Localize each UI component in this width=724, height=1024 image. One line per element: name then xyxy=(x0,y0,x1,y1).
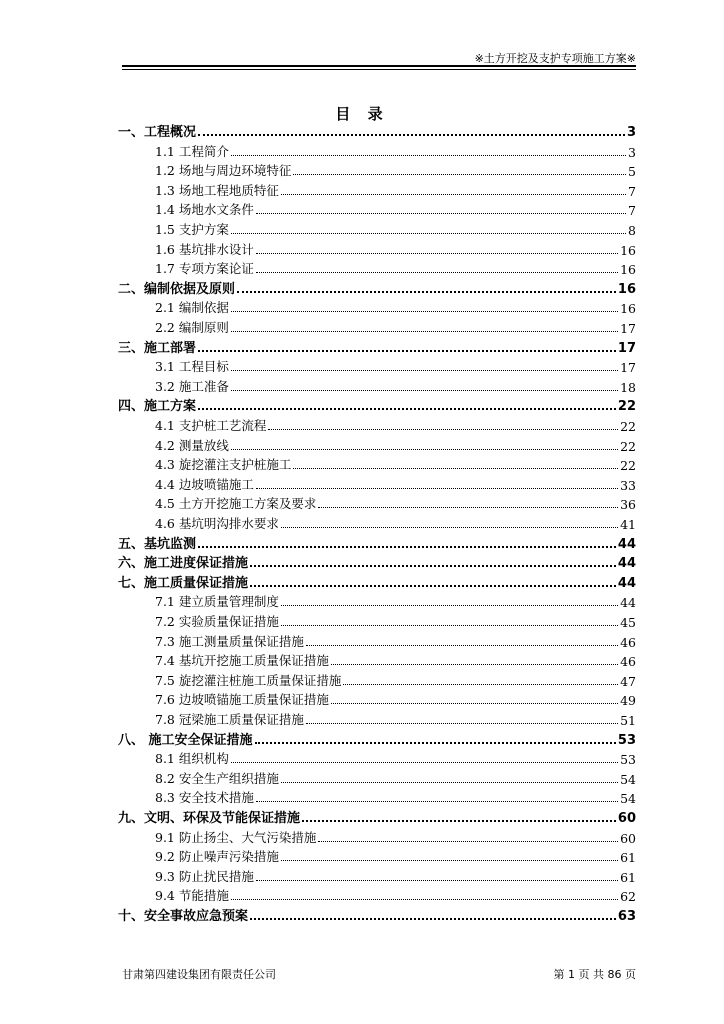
toc-entry-label: 1.1 工程简介 xyxy=(155,143,229,159)
toc-entry-page: 22 xyxy=(620,438,636,454)
toc-section-entry[interactable] xyxy=(155,198,636,218)
toc-entry-page: 3 xyxy=(628,144,636,160)
toc-section-entry[interactable] xyxy=(155,492,636,512)
toc-dot-leader xyxy=(255,742,616,744)
toc-entry-label: 七、施工质量保证措施 xyxy=(118,575,249,591)
toc-section-entry[interactable] xyxy=(155,669,636,689)
toc-section-entry[interactable] xyxy=(155,590,636,610)
toc-dot-leader xyxy=(306,723,618,724)
toc-entry-label: 4.5 土方开挖施工方案及要求 xyxy=(155,496,317,512)
toc-section-entry[interactable] xyxy=(155,649,636,669)
toc-entry-label: 2.1 编制依据 xyxy=(155,300,229,316)
toc-section-entry[interactable] xyxy=(155,434,636,454)
toc-entry-label: 3.2 施工准备 xyxy=(155,378,229,394)
toc-entry-label: 五、基坑监测 xyxy=(118,536,197,552)
toc-entry-page: 16 xyxy=(617,281,636,297)
toc-entry-page: 60 xyxy=(620,830,636,846)
toc-entry-label: 四、施工方案 xyxy=(118,399,197,415)
toc-entry-page: 3 xyxy=(626,125,636,140)
toc-dot-leader xyxy=(281,527,618,528)
toc-dot-leader xyxy=(231,155,626,156)
toc-entry-page: 61 xyxy=(620,850,636,866)
toc-dot-leader xyxy=(231,331,618,332)
toc-section-entry[interactable] xyxy=(155,688,636,708)
toc-dot-leader xyxy=(256,880,618,881)
toc-entry-page: 44 xyxy=(617,536,636,552)
toc-entry-label: 7.8 冠梁施工质量保证措施 xyxy=(155,712,304,727)
toc-section-entry[interactable] xyxy=(155,512,636,532)
toc-entry-label: 一、工程概况 xyxy=(118,125,197,140)
toc-entry-page: 16 xyxy=(620,301,636,317)
toc-dot-leader xyxy=(250,565,616,567)
toc-entry-page: 22 xyxy=(617,399,636,415)
toc-dot-leader xyxy=(198,546,616,548)
toc-dot-leader xyxy=(293,174,626,175)
toc-chapter-entry[interactable] xyxy=(118,904,636,924)
toc-section-entry[interactable] xyxy=(155,296,636,316)
toc-entry-label: 4.3 旋挖灌注支护桩施工 xyxy=(155,457,292,473)
toc-entry-label: 9.3 防止扰民措施 xyxy=(155,868,254,884)
toc-chapter-entry[interactable] xyxy=(118,120,636,140)
toc-entry-label: 8.2 安全生产组织措施 xyxy=(155,770,279,786)
toc-section-entry[interactable] xyxy=(155,884,636,904)
toc-entry-label: 9.1 防止扬尘、大气污染措施 xyxy=(155,829,317,845)
toc-dot-leader xyxy=(318,841,618,842)
toc-entry-label: 1.7 专项方案论证 xyxy=(155,261,254,277)
toc-chapter-entry[interactable] xyxy=(118,571,636,591)
toc-dot-leader xyxy=(231,762,618,763)
toc-entry-page: 46 xyxy=(620,654,636,670)
toc-entry-page: 16 xyxy=(620,242,636,258)
toc-entry-label: 7.2 实验质量保证措施 xyxy=(155,614,279,629)
toc-entry-page: 54 xyxy=(620,791,636,807)
toc-entry-page: 51 xyxy=(620,713,636,728)
header-rule-thin xyxy=(122,69,636,70)
toc-entry-page: 17 xyxy=(620,360,636,376)
toc-dot-leader xyxy=(281,782,618,783)
toc-dot-leader xyxy=(306,645,618,646)
toc-entry-label: 8.3 安全技术措施 xyxy=(155,790,254,806)
toc-entry-page: 44 xyxy=(617,575,636,591)
toc-section-entry[interactable] xyxy=(155,767,636,787)
page-header: ※土方开挖及支护专项施工方案※ xyxy=(474,52,636,65)
toc-dot-leader xyxy=(268,429,618,430)
toc-entry-page: 17 xyxy=(617,340,636,356)
toc-entry-page: 41 xyxy=(620,517,636,532)
toc-entry-label: 九、文明、环保及节能保证措施 xyxy=(118,811,301,826)
toc-dot-leader xyxy=(256,272,618,273)
header-rule-thick xyxy=(122,65,636,67)
toc-chapter-entry[interactable] xyxy=(118,728,636,748)
toc-section-entry[interactable] xyxy=(155,826,636,846)
toc-dot-leader xyxy=(231,370,618,371)
toc-entry-label: 1.5 支护方案 xyxy=(155,222,229,237)
toc-section-entry[interactable] xyxy=(155,610,636,630)
toc-dot-leader xyxy=(198,408,616,410)
toc-section-entry[interactable] xyxy=(155,375,636,395)
toc-entry-label: 4.2 测量放线 xyxy=(155,437,229,453)
toc-entry-label: 4.6 基坑明沟排水要求 xyxy=(155,516,279,531)
toc-entry-label: 3.1 工程目标 xyxy=(155,359,229,375)
toc-section-entry[interactable] xyxy=(155,630,636,650)
toc-entry-page: 46 xyxy=(620,634,636,650)
toc-entry-label: 1.3 场地工程地质特征 xyxy=(155,182,279,198)
toc-dot-leader xyxy=(231,390,618,391)
toc-dot-leader xyxy=(293,468,618,469)
toc-chapter-entry[interactable] xyxy=(118,806,636,826)
toc-dot-leader xyxy=(231,449,618,450)
toc-entry-page: 17 xyxy=(620,321,636,336)
toc-entry-label: 4.4 边坡喷锚施工 xyxy=(155,476,254,492)
toc-section-entry[interactable] xyxy=(155,179,636,199)
toc-entry-page: 18 xyxy=(620,379,636,395)
toc-entry-page: 53 xyxy=(620,752,636,768)
toc-dot-leader xyxy=(256,213,626,214)
toc-entry-label: 十、安全事故应急预案 xyxy=(118,909,249,924)
toc-section-entry[interactable] xyxy=(155,786,636,806)
toc-section-entry[interactable] xyxy=(155,355,636,375)
toc-entry-label: 7.5 旋挖灌注桩施工质量保证措施 xyxy=(155,672,342,688)
toc-entry-page: 33 xyxy=(620,477,636,493)
toc-chapter-entry[interactable] xyxy=(118,394,636,414)
toc-entry-page: 8 xyxy=(628,223,636,238)
toc-chapter-entry[interactable] xyxy=(118,336,636,356)
toc-entry-page: 49 xyxy=(620,693,636,709)
toc-entry-label: 7.4 基坑开挖施工质量保证措施 xyxy=(155,653,329,669)
toc-entry-page: 61 xyxy=(620,869,636,885)
footer-company: 甘肃第四建设集团有限责任公司 xyxy=(122,968,276,981)
toc-dot-leader xyxy=(256,801,618,802)
toc-dot-leader xyxy=(198,134,625,136)
toc-dot-leader xyxy=(343,684,618,685)
toc-entry-page: 7 xyxy=(628,183,636,199)
toc-dot-leader xyxy=(231,311,618,312)
toc-section-entry[interactable] xyxy=(155,257,636,277)
toc-entry-page: 5 xyxy=(628,164,636,180)
toc-dot-leader xyxy=(281,194,626,195)
toc-entry-page: 22 xyxy=(620,419,636,434)
toc-section-entry[interactable] xyxy=(155,316,636,336)
toc-entry-label: 1.6 基坑排水设计 xyxy=(155,241,254,257)
toc-entry-page: 7 xyxy=(628,203,636,219)
toc-section-entry[interactable] xyxy=(155,414,636,434)
toc-dot-leader xyxy=(281,860,618,861)
toc-dot-leader xyxy=(250,585,616,587)
toc-dot-leader xyxy=(331,703,618,704)
toc-entry-page: 44 xyxy=(617,556,636,572)
toc-entry-page: 62 xyxy=(620,889,636,905)
toc-section-entry[interactable] xyxy=(155,845,636,865)
toc-entry-label: 1.2 场地与周边环境特征 xyxy=(155,163,292,179)
footer-pagination: 第 1 页 共 86 页 xyxy=(553,968,636,981)
toc-entry-label: 8.1 组织机构 xyxy=(155,751,229,767)
toc-chapter-entry[interactable] xyxy=(118,277,636,297)
toc-chapter-entry[interactable] xyxy=(118,532,636,552)
toc-entry-label: 八、 施工安全保证措施 xyxy=(118,732,253,748)
toc-dot-leader xyxy=(237,291,616,293)
toc-dot-leader xyxy=(198,350,616,352)
toc-entry-page: 47 xyxy=(620,673,636,689)
toc-entry-label: 2.2 编制原则 xyxy=(155,320,229,335)
toc-dot-leader xyxy=(231,233,626,234)
toc-chapter-entry[interactable] xyxy=(118,551,636,571)
toc-entry-page: 44 xyxy=(620,595,636,611)
toc-section-entry[interactable] xyxy=(155,708,636,728)
toc-section-entry[interactable] xyxy=(155,453,636,473)
toc-dot-leader xyxy=(331,664,618,665)
toc-section-entry[interactable] xyxy=(155,159,636,179)
toc-entry-page: 63 xyxy=(617,909,636,924)
toc-section-entry[interactable] xyxy=(155,140,636,160)
toc-entry-label: 7.1 建立质量管理制度 xyxy=(155,594,279,610)
toc-entry-label: 1.4 场地水文条件 xyxy=(155,202,254,218)
toc-dot-leader xyxy=(256,488,618,489)
toc-section-entry[interactable] xyxy=(155,238,636,258)
toc-entry-page: 53 xyxy=(617,732,636,748)
toc-section-entry[interactable] xyxy=(155,473,636,493)
toc-entry-page: 54 xyxy=(620,771,636,787)
toc-dot-leader xyxy=(318,507,618,508)
toc-dot-leader xyxy=(250,918,616,920)
toc-dot-leader xyxy=(281,605,618,606)
toc-section-entry[interactable] xyxy=(155,218,636,238)
toc-section-entry[interactable] xyxy=(155,747,636,767)
toc-dot-leader xyxy=(256,253,618,254)
toc-section-entry[interactable] xyxy=(155,865,636,885)
toc-entry-label: 7.6 边坡喷锚施工质量保证措施 xyxy=(155,692,329,708)
toc-entry-label: 4.1 支护桩工艺流程 xyxy=(155,418,267,433)
toc-dot-leader xyxy=(281,625,618,626)
page-footer xyxy=(122,966,636,982)
toc-entry-label: 9.2 防止噪声污染措施 xyxy=(155,849,279,865)
toc-title: 目 录 xyxy=(335,105,389,123)
toc-entry-label: 7.3 施工测量质量保证措施 xyxy=(155,633,304,649)
toc-entry-page: 45 xyxy=(620,615,636,630)
toc-entry-page: 60 xyxy=(617,811,636,826)
toc-entry-page: 36 xyxy=(620,497,636,513)
toc-dot-leader xyxy=(231,899,618,900)
toc-entry-label: 二、编制依据及原则 xyxy=(118,281,236,297)
toc-entry-label: 9.4 节能措施 xyxy=(155,888,229,904)
toc-entry-page: 16 xyxy=(620,262,636,278)
toc-dot-leader xyxy=(302,820,616,822)
toc-entry-label: 六、施工进度保证措施 xyxy=(118,556,249,572)
toc-entry-label: 三、施工部署 xyxy=(118,340,197,356)
toc-entry-page: 22 xyxy=(620,458,636,474)
